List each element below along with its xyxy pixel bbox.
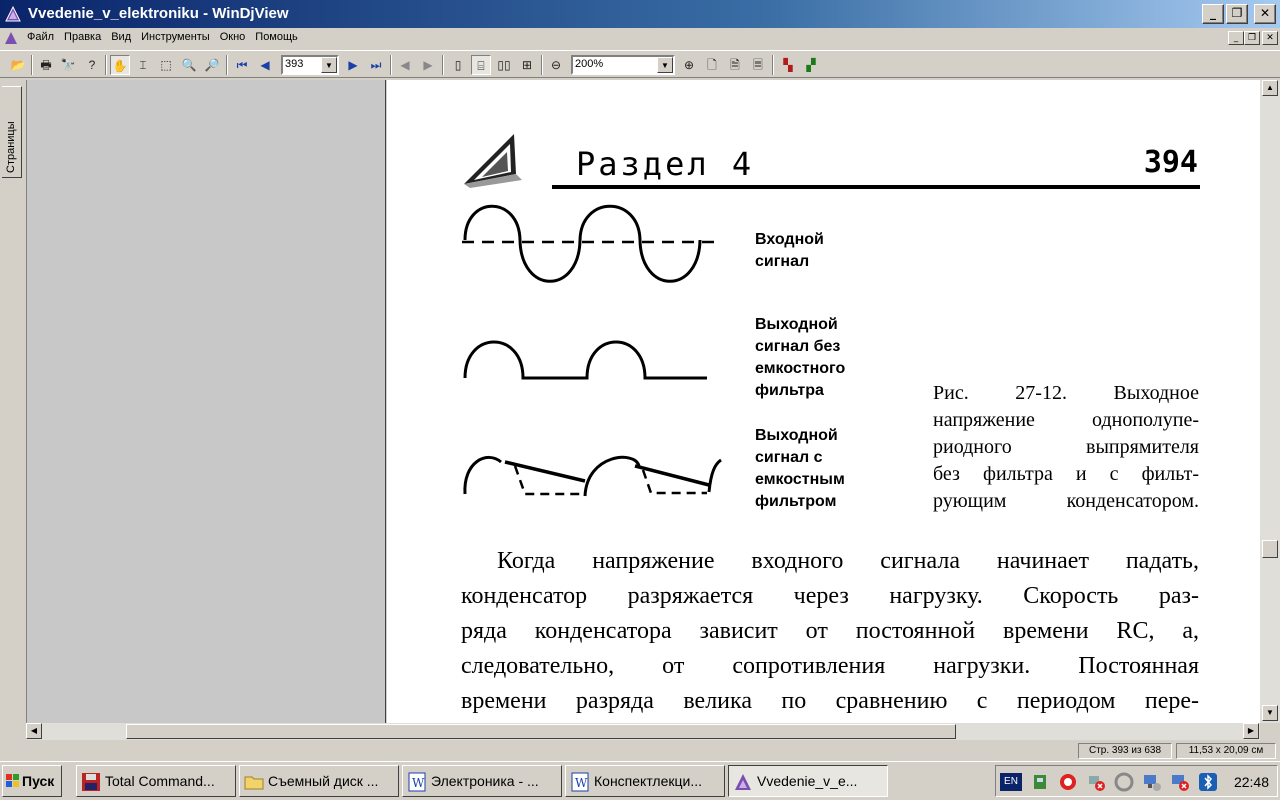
prev-page-icon[interactable]: ◀ xyxy=(260,58,270,72)
fit-page-icon[interactable]: 🗋 xyxy=(707,58,717,72)
antivirus-icon[interactable] xyxy=(1058,772,1078,792)
signal-label-input: Входной сигнал xyxy=(755,231,824,270)
tab-pages-label: Страницы xyxy=(5,121,17,173)
start-label: Пуск xyxy=(22,773,55,789)
next-page-icon[interactable]: ▶ xyxy=(348,58,358,72)
toolbar-separator xyxy=(226,55,228,75)
body-line: времени разряда велика по сравнению с периодом пере- xyxy=(461,688,1199,714)
bluetooth-icon[interactable] xyxy=(1198,772,1218,792)
body-line: конденсатор разряжается через нагрузку. Скорость раз- xyxy=(461,583,1199,609)
floppy-disk-icon xyxy=(81,772,101,792)
status-bar xyxy=(0,742,1280,760)
vertical-scrollbar[interactable] xyxy=(1260,80,1280,723)
navigation-panel xyxy=(26,80,386,723)
scroll-left-icon[interactable]: ◀ xyxy=(26,723,42,739)
layer-mode-icon[interactable]: ▞ xyxy=(806,58,816,72)
task-removable-disk[interactable]: Съемный диск ... xyxy=(239,765,399,797)
horizontal-scrollbar[interactable] xyxy=(26,723,1260,740)
scroll-right-icon[interactable]: ▶ xyxy=(1243,723,1259,739)
close-button[interactable]: ✕ xyxy=(1254,4,1276,24)
caption-line: риодного выпрямителя xyxy=(933,436,1199,458)
doc-minimize-button[interactable]: _ xyxy=(1228,31,1244,45)
windjview-app-icon xyxy=(4,5,22,23)
toolbar-separator xyxy=(541,55,543,75)
open-folder-icon[interactable]: 📂 xyxy=(10,58,26,72)
figure-caption xyxy=(933,380,1199,515)
section-logo-icon xyxy=(460,128,526,188)
first-page-icon[interactable]: ⏮ xyxy=(236,58,248,72)
menu-edit[interactable]: Правка xyxy=(64,31,102,43)
caption-line: Рис. 27-12. Выходное xyxy=(933,382,1199,404)
clock[interactable]: 22:48 xyxy=(1233,774,1269,790)
start-button[interactable] xyxy=(2,765,62,797)
menu-window[interactable]: Окно xyxy=(219,31,246,43)
network-connection-icon[interactable] xyxy=(1142,772,1162,792)
zoom-rect-icon[interactable]: 🔎 xyxy=(204,58,220,72)
caption-line: без фильтра и с фильт- xyxy=(933,463,1199,485)
svg-text:W: W xyxy=(412,776,425,790)
zoom-value: 200% xyxy=(575,58,604,70)
continuous-icon[interactable]: ⌸ xyxy=(471,55,491,75)
body-paragraph xyxy=(461,544,1199,719)
scroll-up-icon[interactable]: ▲ xyxy=(1262,80,1278,96)
task-windjview[interactable]: Vvedenie_v_e... xyxy=(728,765,888,797)
help-icon[interactable]: ? xyxy=(88,58,96,72)
network-warning-icon[interactable] xyxy=(1170,772,1190,792)
windows-logo-icon xyxy=(6,774,20,788)
task-total-commander[interactable]: Total Command... xyxy=(76,765,236,797)
menu-bar xyxy=(0,28,1280,48)
word-document-icon xyxy=(407,772,427,792)
caption-line: напряжение однополупе- xyxy=(933,409,1199,431)
signal-label-output-no-filter: Выходной сигнал без емкостного фильтра xyxy=(755,316,846,399)
taskbar xyxy=(0,761,1280,800)
language-indicator[interactable]: EN xyxy=(1000,773,1022,791)
usb-device-icon[interactable] xyxy=(1030,772,1050,792)
doc-restore-button[interactable]: ❐ xyxy=(1244,31,1260,45)
page-number-value: 393 xyxy=(285,58,304,70)
book-page-number: 394 xyxy=(1143,145,1198,180)
find-icon[interactable]: 🔭 xyxy=(60,58,76,72)
system-tray xyxy=(995,765,1278,797)
folder-icon xyxy=(244,772,264,792)
single-page-icon[interactable]: ▯ xyxy=(454,58,462,72)
facing-pages-icon[interactable]: ▯▯ xyxy=(497,58,511,72)
task-word-lecture-notes[interactable]: W Конспектлекци... xyxy=(565,765,725,797)
menu-file[interactable]: Файл xyxy=(27,31,55,43)
body-line: следовательно, от сопротивления нагрузки. Постоянная xyxy=(461,653,1199,679)
back-icon[interactable]: ◀ xyxy=(400,58,410,72)
title-bar xyxy=(0,0,1280,28)
toolbar-separator xyxy=(390,55,392,75)
menu-tools[interactable]: Инструменты xyxy=(141,31,210,43)
task-word-electronics[interactable]: W Электроника - ... xyxy=(402,765,562,797)
tab-pages[interactable] xyxy=(2,86,22,178)
page-number-combo[interactable] xyxy=(281,55,339,75)
section-header: Раздел 4 xyxy=(576,145,755,183)
fit-width-icon[interactable]: 🗎 xyxy=(730,58,740,72)
chevron-down-icon[interactable]: ▼ xyxy=(657,57,673,73)
text-select-icon[interactable]: ⌶ xyxy=(139,58,147,72)
zoom-in-icon[interactable]: ⊕ xyxy=(683,58,695,72)
vertical-scroll-thumb[interactable] xyxy=(1262,540,1278,558)
output-no-filter-waveform xyxy=(465,342,707,378)
sync-icon[interactable] xyxy=(1114,772,1134,792)
toolbar-separator xyxy=(105,55,107,75)
toolbar-separator xyxy=(31,55,33,75)
print-icon[interactable]: 🖶 xyxy=(40,58,52,72)
chevron-down-icon[interactable]: ▼ xyxy=(321,57,337,73)
body-line: ряда конденсатора зависит от постоянной времени RC, а, xyxy=(461,618,1199,644)
caption-line: рующим конденсатором. xyxy=(933,490,1199,512)
display-mode-icon[interactable]: ▚ xyxy=(783,58,793,72)
network-disconnected-icon[interactable] xyxy=(1086,772,1106,792)
toolbar-separator xyxy=(442,55,444,75)
zoom-out-icon[interactable]: ⊖ xyxy=(550,58,562,72)
zoom-combo[interactable] xyxy=(571,55,675,75)
continuous-facing-icon[interactable]: ⊞ xyxy=(521,58,533,72)
minimize-button[interactable]: _ xyxy=(1202,4,1224,24)
last-page-icon[interactable]: ⏭ xyxy=(370,58,382,72)
forward-icon[interactable]: ▶ xyxy=(423,58,433,72)
doc-close-button[interactable]: ✕ xyxy=(1262,31,1278,45)
header-rule xyxy=(552,185,1200,189)
toolbar xyxy=(0,50,1280,78)
hand-tool-icon[interactable]: ✋ xyxy=(110,55,130,75)
page-info-status: Стр. 393 из 638 xyxy=(1078,743,1172,759)
signal-label-output-filter: Выходной сигнал с емкостным фильтром xyxy=(755,427,845,510)
window-title: Vvedenie_v_elektroniku - WinDjView xyxy=(28,5,289,22)
scroll-down-icon[interactable]: ▼ xyxy=(1262,705,1278,721)
svg-text:W: W xyxy=(575,776,588,790)
actual-size-icon[interactable]: 🗏 xyxy=(753,58,763,72)
toolbar-separator xyxy=(772,55,774,75)
page-size-status: 11,53 x 20,09 см xyxy=(1176,743,1276,759)
word-document-icon xyxy=(570,772,590,792)
waveform-figure xyxy=(457,200,727,510)
maximize-button[interactable]: ❐ xyxy=(1226,4,1248,24)
zoom-tool-icon[interactable]: 🔍 xyxy=(181,58,197,72)
menu-help[interactable]: Помощь xyxy=(255,31,298,43)
output-with-filter-waveform xyxy=(465,457,721,496)
horizontal-scroll-thumb[interactable] xyxy=(126,724,956,739)
document-window-icon[interactable] xyxy=(3,30,19,46)
input-signal-waveform xyxy=(462,206,717,281)
document-page xyxy=(387,80,1260,723)
windjview-app-icon xyxy=(733,772,753,792)
rect-select-icon[interactable]: ⬚ xyxy=(160,58,172,72)
body-line: Когда напряжение входного сигнала начинает падать, xyxy=(497,548,1199,574)
menu-view[interactable]: Вид xyxy=(111,31,132,43)
